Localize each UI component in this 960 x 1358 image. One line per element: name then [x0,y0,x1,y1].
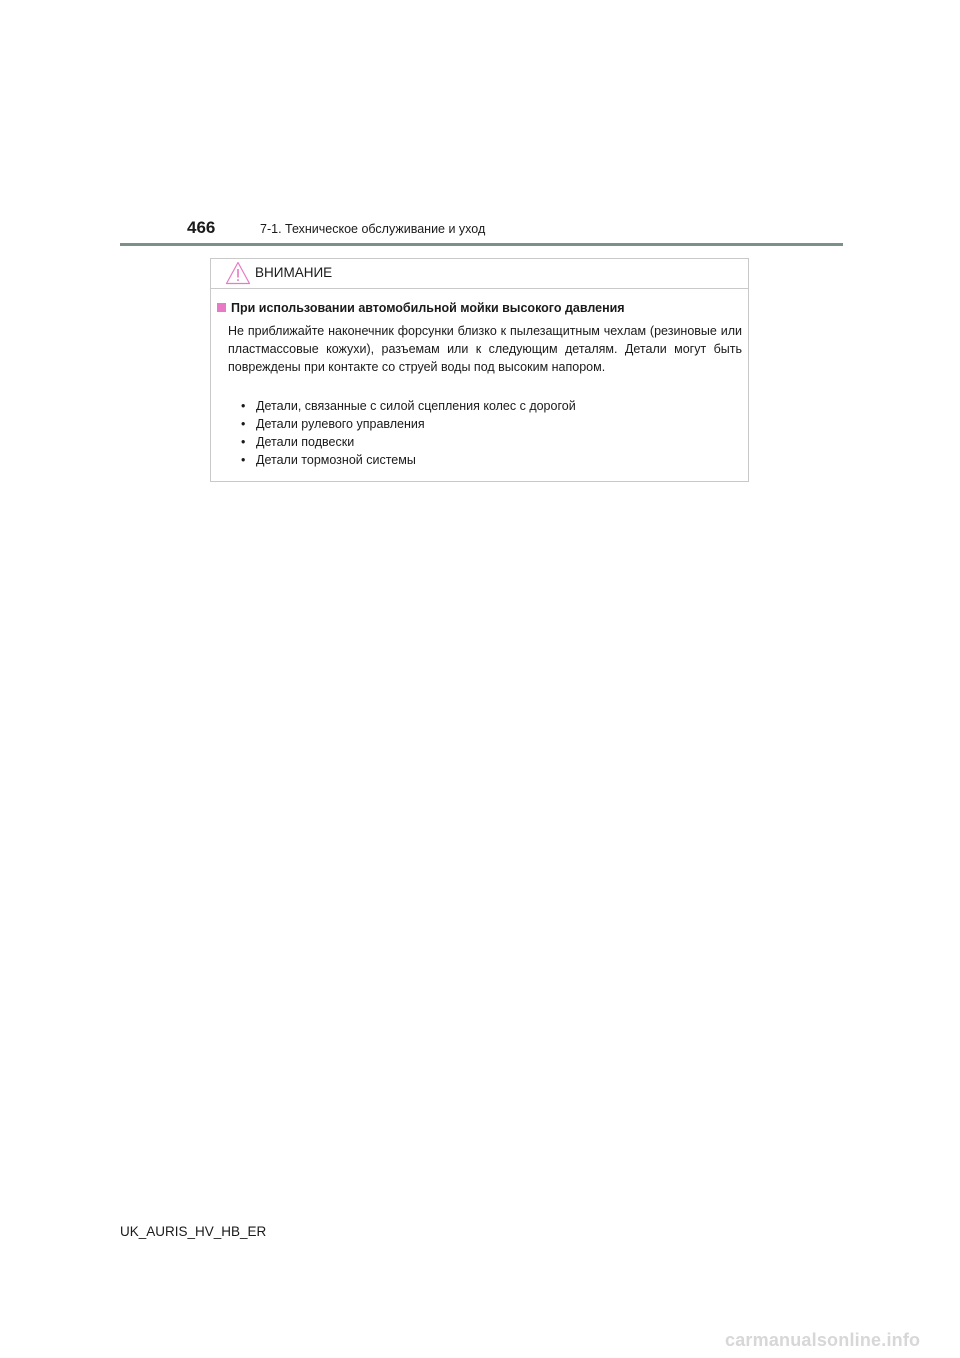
section-title: 7-1. Техническое обслуживание и уход [260,222,486,236]
warning-item-list [241,397,576,469]
list-item: • Детали подвески [241,433,576,451]
warning-subheading [217,301,625,315]
warning-triangle-icon [225,261,251,285]
warning-subheading-text: При использовании автомобильной мойки высокого давления [231,301,625,315]
list-item: • Детали рулевого управления [241,415,576,433]
watermark: carmanualsonline.info [725,1330,921,1350]
warning-body-text: Не приближайте наконечник форсунки близко к пылезащитным чехлам (резиновые или пластмассовые кожухи), разъемам или к следующим деталям. Детали могут быть повреждены при контакте со струей воды под высоким напором. [228,324,742,374]
list-item: • Детали тормозной системы [241,451,576,469]
header-rule [120,243,843,246]
warning-label: ВНИМАНИЕ [255,265,333,280]
page-number: 466 [187,218,216,237]
square-bullet-icon [217,303,226,312]
list-item: • Детали, связанные с силой сцепления колес с дорогой [241,397,576,415]
warning-box [210,258,749,482]
document-code: UK_AURIS_HV_HB_ER [120,1224,267,1239]
warning-header [211,259,748,289]
